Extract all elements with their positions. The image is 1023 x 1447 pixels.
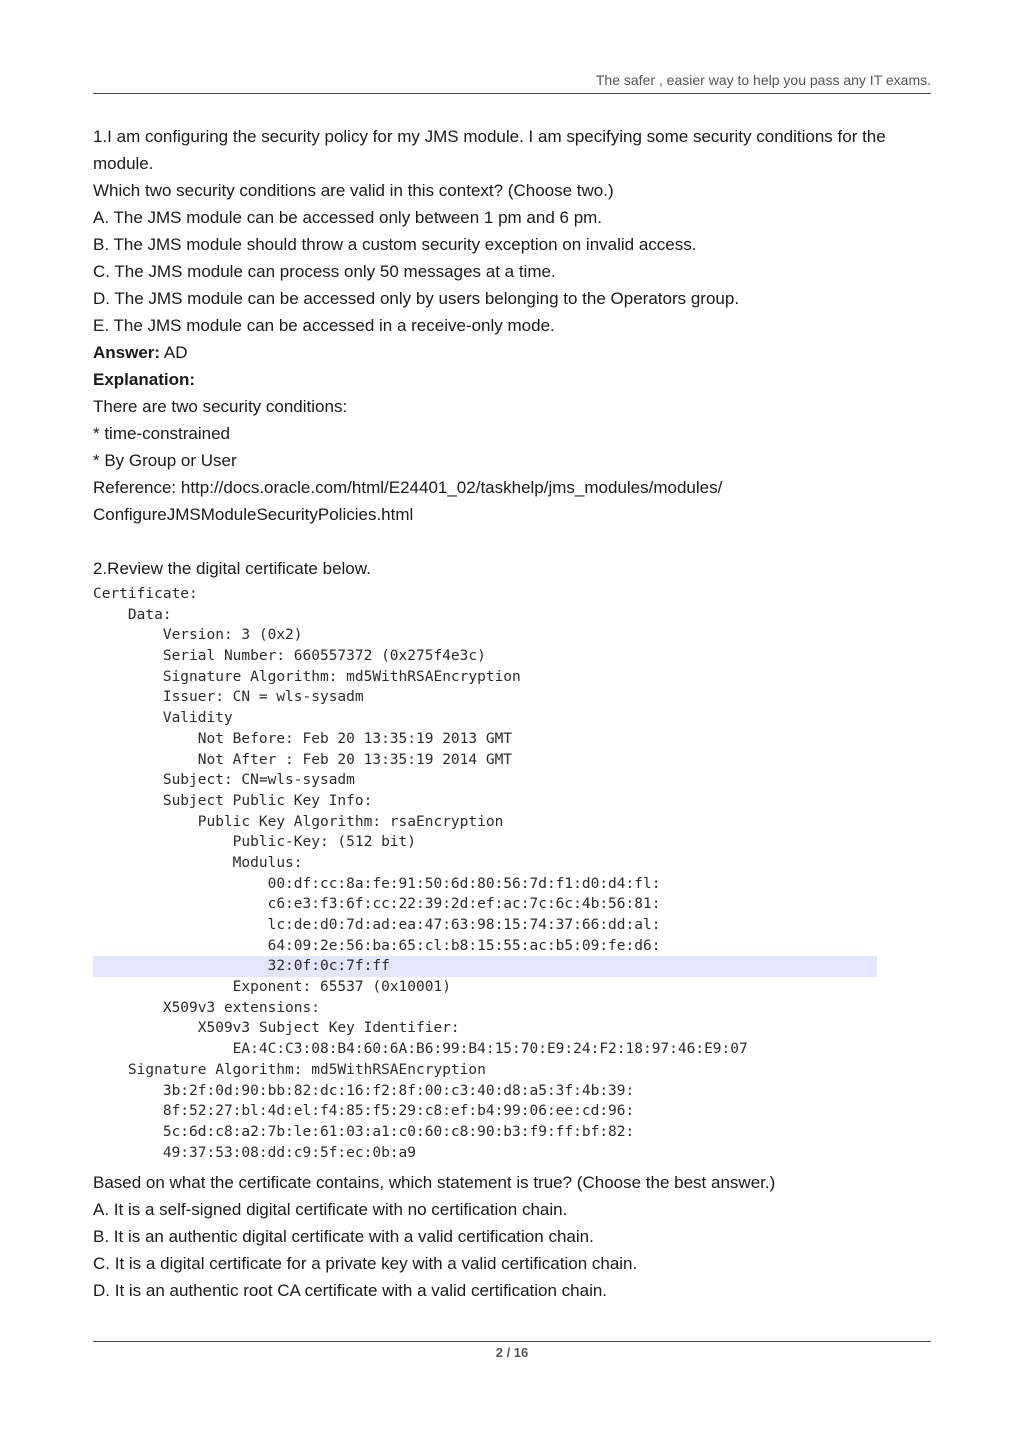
q2-option-c: C. It is a digital certificate for a private key with a valid certification chain. xyxy=(93,1254,638,1273)
certificate-line: Subject Public Key Info: xyxy=(93,792,373,809)
question-1 xyxy=(93,123,938,582)
explanation-label: Explanation: xyxy=(93,370,196,389)
certificate-line: Modulus: xyxy=(93,854,303,871)
certificate-line: Version: 3 (0x2) xyxy=(93,627,303,644)
certificate-line: Not Before: Feb 20 13:35:19 2013 GMT xyxy=(93,730,513,747)
reference-line: ConfigureJMSModuleSecurityPolicies.html xyxy=(93,505,414,524)
certificate-line: Public Key Algorithm: rsaEncryption xyxy=(93,813,504,830)
explanation-line: * time-constrained xyxy=(93,424,231,443)
q2-prompt: Based on what the certificate contains, which statement is true? (Choose the best answer.) xyxy=(93,1173,776,1192)
certificate-line: Subject: CN=wls-sysadm xyxy=(93,772,355,789)
explanation-line: * By Group or User xyxy=(93,451,237,470)
q1-answer xyxy=(93,339,938,366)
q1-option-b: B. The JMS module should throw a custom security exception on invalid access. xyxy=(93,235,697,254)
certificate-line: Certificate: xyxy=(93,586,198,602)
q1-option-a: A. The JMS module can be accessed only between 1 pm and 6 pm. xyxy=(93,208,603,227)
q2-stem: 2.Review the digital certificate below. xyxy=(93,559,371,578)
q1-prompt: Which two security conditions are valid in this context? (Choose two.) xyxy=(93,181,614,200)
certificate-line: 49:37:53:08:dd:c9:5f:ec:0b:a9 xyxy=(93,1144,417,1161)
certificate-line: lc:de:d0:7d:ad:ea:47:63:98:15:74:37:66:dd:al: xyxy=(93,917,661,933)
q2-option-d: D. It is an authentic root CA certificate with a valid certification chain. xyxy=(93,1281,608,1300)
certificate-line: Validity xyxy=(93,710,233,727)
q1-stem-continued: module. xyxy=(93,154,154,173)
certificate-line: c6:e3:f3:6f:cc:22:39:2d:ef:ac:7c:6c:4b:56:81: xyxy=(93,896,661,913)
certificate-line: 3b:2f:0d:90:bb:82:dc:16:f2:8f:00:c3:40:d8:a5:3f:4b:39: xyxy=(93,1082,635,1099)
certificate-line: EA:4C:C3:08:B4:60:6A:B6:99:B4:15:70:E9:24:F2:18:97:46:E9:07 xyxy=(93,1041,748,1058)
certificate-line: Signature Algorithm: md5WithRSAEncryption xyxy=(93,1061,486,1078)
page-header-tagline: The safer , easier way to help you pass any IT exams. xyxy=(595,72,931,88)
certificate-line: 64:09:2e:56:ba:65:cl:b8:15:55:ac:b5:09:fe:d6: xyxy=(93,937,661,954)
certificate-line: Exponent: 65537 (0x10001) xyxy=(93,979,451,996)
reference-line: Reference: http://docs.oracle.com/html/E24401_02/taskhelp/jms_modules/modules/ xyxy=(93,478,723,497)
q1-option-c: C. The JMS module can process only 50 messages at a time. xyxy=(93,262,556,281)
answer-label: Answer: xyxy=(93,343,161,362)
q1-stem: 1.I am configuring the security policy for my JMS module. I am specifying some security conditions for the xyxy=(93,127,886,146)
q2-option-b: B. It is an authentic digital certificate with a valid certification chain. xyxy=(93,1227,594,1246)
answer-value: AD xyxy=(160,343,188,362)
certificate-line: Serial Number: 660557372 (0x275f4e3c) xyxy=(93,648,486,665)
certificate-line-highlighted: 32:0f:0c:7f:ff xyxy=(93,956,877,977)
q1-option-e: E. The JMS module can be accessed in a receive-only mode. xyxy=(93,316,555,335)
certificate-line: Issuer: CN = wls-sysadm xyxy=(93,689,364,706)
certificate-line: Data: xyxy=(93,606,172,623)
q2-option-a: A. It is a self-signed digital certificate with no certification chain. xyxy=(93,1200,568,1219)
q1-option-d: D. The JMS module can be accessed only by users belonging to the Operators group. xyxy=(93,289,740,308)
explanation-line: There are two security conditions: xyxy=(93,397,348,416)
certificate-line: 00:df:cc:8a:fe:91:50:6d:80:56:7d:f1:d0:d4:fl: xyxy=(93,875,661,892)
certificate-line: X509v3 Subject Key Identifier: xyxy=(93,1020,460,1037)
certificate-line: 8f:52:27:bl:4d:el:f4:85:f5:29:c8:ef:b4:99:06:ee:cd:96: xyxy=(93,1103,635,1120)
footer-divider xyxy=(93,1341,931,1342)
certificate-line: 5c:6d:c8:a2:7b:le:61:03:a1:c0:60:c8:90:b3:f9:ff:bf:82: xyxy=(93,1123,635,1140)
certificate-line: Public-Key: (512 bit) xyxy=(93,834,417,851)
question-2-options xyxy=(93,1169,938,1304)
page-number: 2 / 16 xyxy=(495,1345,529,1360)
certificate-text-image xyxy=(93,584,877,1163)
certificate-line: Signature Algorithm: md5WithRSAEncryption xyxy=(93,668,521,685)
header-divider xyxy=(93,93,931,94)
certificate-line: X509v3 extensions: xyxy=(93,999,320,1016)
certificate-line: Not After : Feb 20 13:35:19 2014 GMT xyxy=(93,751,513,768)
spacer xyxy=(93,528,938,555)
